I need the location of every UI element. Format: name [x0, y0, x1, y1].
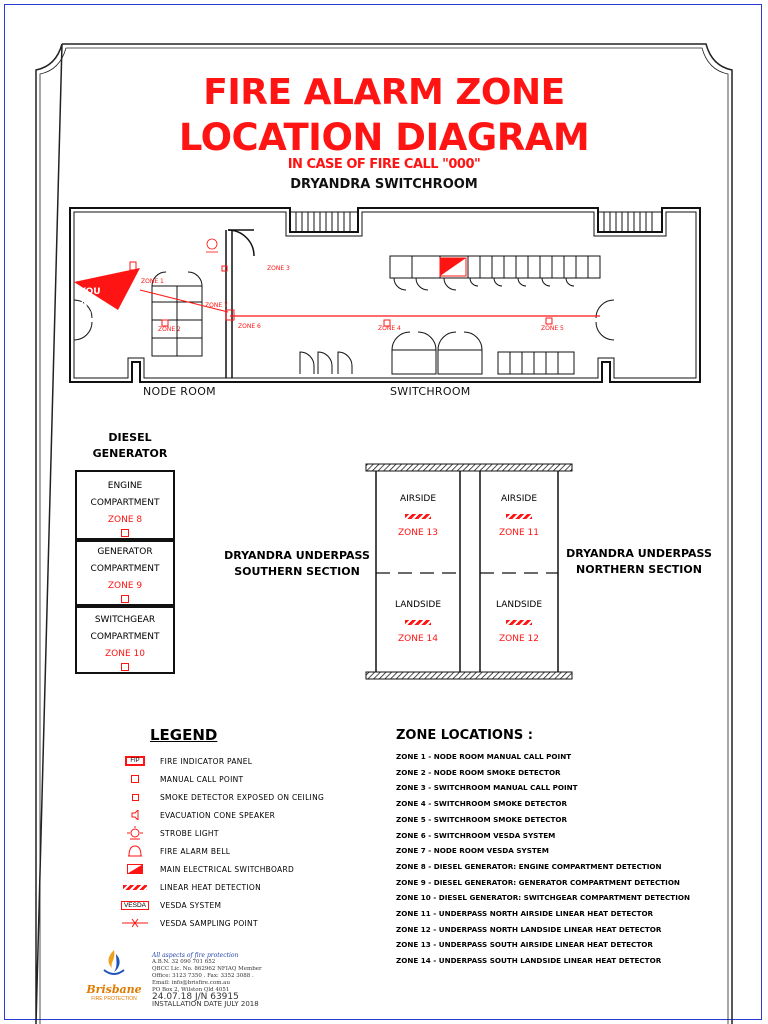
- switchroom-cabinets-top: [390, 256, 600, 290]
- south-line-1: DRYANDRA UNDERPASS: [224, 549, 370, 562]
- landside-label: LANDSIDE: [495, 600, 543, 610]
- zone-14-label: ZONE 14: [398, 634, 438, 644]
- zone-tag-5: ZONE 5: [541, 325, 564, 332]
- legend-item: [110, 842, 370, 860]
- switchgear-compartment-box: [75, 606, 175, 674]
- zone-12-label: ZONE 12: [499, 634, 539, 644]
- zone-11-label: ZONE 11: [499, 528, 539, 538]
- legend-label: FIRE INDICATOR PANEL: [160, 756, 253, 766]
- zone-tag-4: ZONE 4: [378, 325, 401, 332]
- switchroom-label: SWITCHROOM: [390, 385, 471, 398]
- linear-heat-icon: [405, 514, 431, 519]
- smoke-detector-icon: [132, 794, 139, 801]
- zone-location-item: ZONE 6 - SWITCHROOM VESDA SYSTEM: [396, 830, 556, 840]
- underpass-north-label: [564, 546, 714, 578]
- zone-tag-7: ZONE 7: [205, 302, 228, 309]
- north-line-2: NORTHERN SECTION: [576, 563, 702, 576]
- legend-label: MAIN ELECTRICAL SWITCHBOARD: [160, 864, 295, 874]
- switchgear-compartment-label: COMPARTMENT: [90, 632, 160, 642]
- you-are-here-label: [78, 286, 105, 322]
- title-line-1: FIRE ALARM ZONE: [203, 72, 565, 113]
- zone-tag-2: ZONE 2: [158, 326, 181, 333]
- legend-list: [110, 752, 370, 932]
- linear-heat-icon: [506, 514, 532, 519]
- zone-location-item: ZONE 9 - DIESEL GENERATOR: GENERATOR COMPARTMENT DETECTION: [396, 877, 680, 887]
- flame-icon: [82, 948, 146, 978]
- zone-location-item: ZONE 10 - DIESEL GENERATOR: SWITCHGEAR COMPARTMENT DETECTION: [396, 893, 691, 903]
- legend-label: FIRE ALARM BELL: [160, 846, 231, 856]
- node-room-label: NODE ROOM: [143, 385, 216, 398]
- engine-compartment-box: [75, 470, 175, 540]
- detector-marker: [121, 663, 129, 671]
- underpass-cell-north-airside: [480, 494, 558, 538]
- underpass-cell-north-landside: [480, 600, 558, 644]
- underpass-south-label: [222, 548, 372, 580]
- legend-item: [110, 788, 370, 806]
- legend-label: STROBE LIGHT: [160, 828, 219, 838]
- zone-location-item: ZONE 14 - UNDERPASS SOUTH LANDSIDE LINEAR HEAT DETECTOR: [396, 956, 662, 966]
- vesda-sampling-point-icon: [122, 918, 148, 928]
- company-logo: [82, 948, 146, 1002]
- landside-label: LANDSIDE: [394, 600, 442, 610]
- tagline: All aspects of fire protection: [152, 952, 239, 959]
- fire-indicator-panel-icon: FIP: [125, 756, 144, 766]
- generator-compartment-label: COMPARTMENT: [90, 564, 160, 574]
- underpass-cell-south-landside: [376, 600, 460, 644]
- engine-label: ENGINE: [107, 481, 143, 491]
- title-line-2: LOCATION DIAGRAM: [178, 116, 590, 159]
- zone-locations-heading: ZONE LOCATIONS :: [396, 728, 533, 743]
- switchboard-marker: [440, 258, 466, 276]
- zone-location-item: ZONE 13 - UNDERPASS SOUTH AIRSIDE LINEAR HEAT DETECTOR: [396, 940, 653, 950]
- diesel-title-line-2: GENERATOR: [92, 447, 168, 460]
- abn-line: A.B.N. 32 090 701 652: [152, 959, 216, 965]
- vesda-icon: VESDA: [121, 901, 149, 910]
- legend-item: [110, 914, 370, 932]
- diesel-generator-title: [60, 430, 200, 462]
- legend-heading: LEGEND: [150, 726, 218, 744]
- generator-compartment-box: [75, 540, 175, 606]
- engine-compartment-label: COMPARTMENT: [90, 498, 160, 508]
- stairs-right: [598, 212, 662, 232]
- legend-label: MANUAL CALL POINT: [160, 774, 244, 784]
- licence-line: QBCC Lic. No. 862962 NFIAQ Member: [152, 966, 262, 972]
- fire-alarm-bell-icon: [126, 844, 144, 858]
- zone-location-item: ZONE 7 - NODE ROOM VESDA SYSTEM: [396, 846, 549, 856]
- legend-label: LINEAR HEAT DETECTION: [160, 882, 262, 892]
- you-are-here-line-2: ARE: [79, 299, 101, 309]
- zone-location-item: ZONE 5 - SWITCHROOM SMOKE DETECTOR: [396, 814, 568, 824]
- switchroom-equipment-bottom: [300, 332, 574, 374]
- airside-label: AIRSIDE: [399, 494, 437, 504]
- brand-name: Brisbane: [86, 983, 142, 996]
- zone-13-label: ZONE 13: [398, 528, 438, 538]
- legend-item: [110, 878, 370, 896]
- site-name: DRYANDRA SWITCHROOM: [290, 177, 478, 192]
- zone-location-item: ZONE 2 - NODE ROOM SMOKE DETECTOR: [396, 767, 561, 777]
- diesel-title-line-1: DIESEL: [108, 431, 152, 444]
- zone-locations-list: [396, 749, 736, 969]
- strobe-light-icon: [126, 826, 144, 840]
- linear-heat-icon: [506, 620, 532, 625]
- po-box-line: PO Box 2, Wilston Qld 4051: [152, 987, 230, 993]
- floor-plan: [0, 0, 768, 420]
- phone-line: Office: 3123 7350 . Fax: 3352 3088 .: [152, 973, 254, 979]
- generator-label: GENERATOR: [97, 547, 153, 557]
- manual-call-point-icon: [131, 775, 139, 783]
- stairs-left: [290, 212, 358, 232]
- legend-label: SMOKE DETECTOR EXPOSED ON CEILING: [160, 792, 325, 802]
- legend-label: VESDA SAMPLING POINT: [160, 918, 258, 928]
- zone-location-item: ZONE 1 - NODE ROOM MANUAL CALL POINT: [396, 752, 572, 761]
- legend-item: [110, 824, 370, 842]
- zone-10-label: ZONE 10: [105, 649, 145, 659]
- legend-item: [110, 860, 370, 878]
- south-line-2: SOUTHERN SECTION: [234, 565, 360, 578]
- detector-marker: [121, 595, 129, 603]
- legend-item: [110, 770, 370, 788]
- linear-heat-icon: [405, 620, 431, 625]
- zone-location-item: ZONE 11 - UNDERPASS NORTH AIRSIDE LINEAR HEAT DETECTOR: [396, 909, 654, 919]
- legend-item: [110, 896, 370, 914]
- airside-label: AIRSIDE: [500, 494, 538, 504]
- zone-location-item: ZONE 3 - SWITCHROOM MANUAL CALL POINT: [396, 783, 578, 793]
- legend-item: [110, 752, 370, 770]
- legend-label: EVACUATION CONE SPEAKER: [160, 810, 276, 820]
- zone-tag-3: ZONE 3: [267, 265, 290, 272]
- switchboard-icon: [127, 864, 143, 874]
- legend-item: [110, 806, 370, 824]
- north-line-1: DRYANDRA UNDERPASS: [566, 547, 712, 560]
- underpass-cell-south-airside: [376, 494, 460, 538]
- zone-location-item: ZONE 8 - DIESEL GENERATOR: ENGINE COMPARTMENT DETECTION: [396, 861, 662, 871]
- brand-subtitle: FIRE PROTECTION: [91, 996, 137, 1002]
- zone-tag-1: ZONE 1: [141, 278, 164, 285]
- detector-marker: [121, 529, 129, 537]
- email-line: Email: info@brisfire.com.au: [152, 980, 230, 986]
- zone-8-label: ZONE 8: [107, 515, 143, 525]
- you-are-here-line-1: YOU: [79, 287, 101, 297]
- strobe-marker: [206, 239, 218, 252]
- zone-tag-6: ZONE 6: [238, 323, 261, 330]
- you-are-here-line-3: HERE: [78, 311, 105, 321]
- install-line: INSTALLATION DATE JULY 2018: [152, 1000, 259, 1008]
- zone-9-label: ZONE 9: [107, 581, 143, 591]
- date-line: 24.07.18 J/N 63915: [152, 992, 239, 1002]
- switchgear-label: SWITCHGEAR: [94, 615, 156, 625]
- zone-location-item: ZONE 4 - SWITCHROOM SMOKE DETECTOR: [396, 799, 568, 809]
- legend-label: VESDA SYSTEM: [160, 900, 222, 910]
- zone-location-item: ZONE 12 - UNDERPASS NORTH LANDSIDE LINEAR HEAT DETECTOR: [396, 924, 662, 934]
- linear-heat-icon: [123, 885, 147, 890]
- speaker-icon: [130, 810, 140, 820]
- company-details: [152, 952, 262, 1008]
- emergency-call-text: IN CASE OF FIRE CALL "000": [287, 157, 481, 172]
